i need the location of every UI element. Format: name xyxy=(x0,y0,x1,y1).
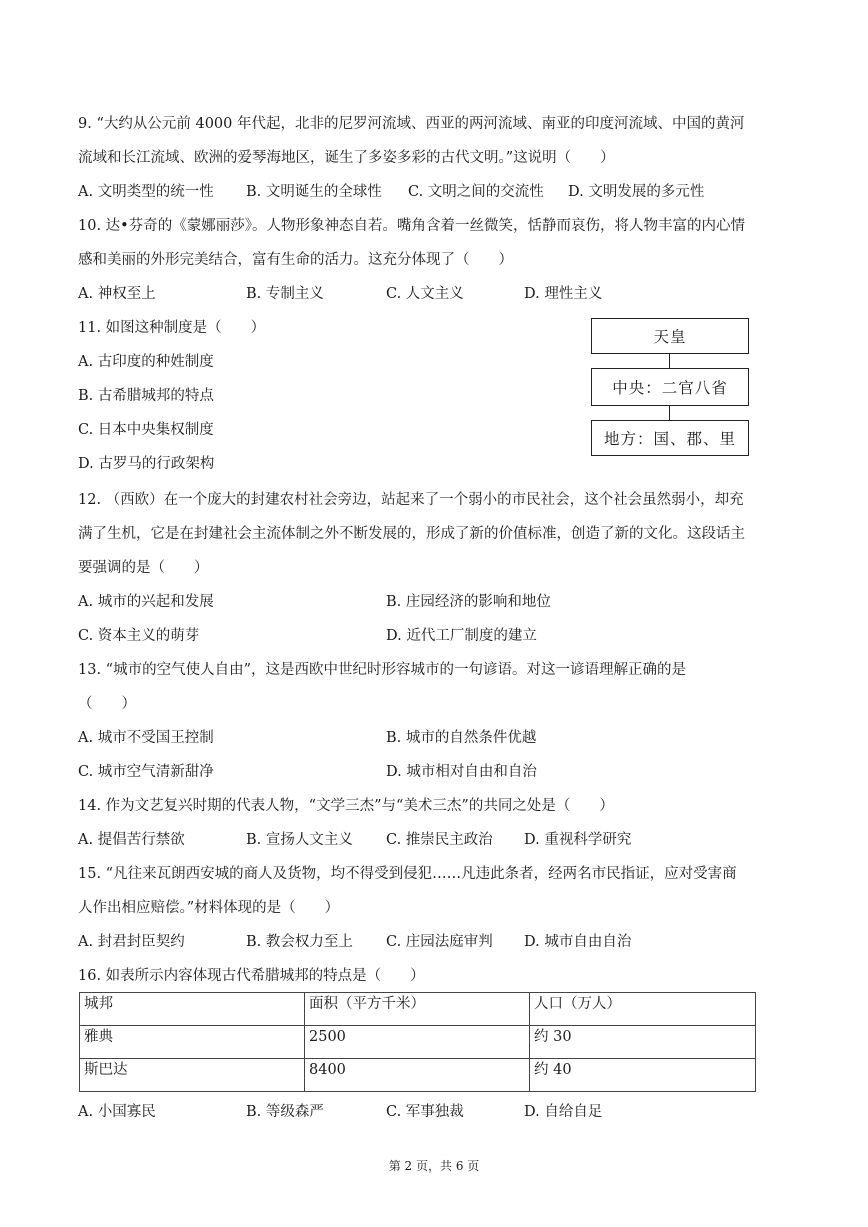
q15-option-c[interactable]: C. 庄园法庭审判 xyxy=(386,934,493,950)
q9-option-b[interactable]: B. 文明诞生的全球性 xyxy=(246,184,382,200)
q16-stem: 16. 如表所示内容体现古代希腊城邦的特点是（ ） xyxy=(78,968,425,984)
diagram-box-central: 中央：二官八省 xyxy=(591,368,749,406)
q10-option-b[interactable]: B. 专制主义 xyxy=(246,286,324,302)
q15-stem-line1: 15. “凡往来瓦朗西安城的商人及货物，均不得受到侵犯……凡违此条者，经两名市民指证，应对受害商 xyxy=(78,866,737,882)
q15-option-d[interactable]: D. 城市自由自治 xyxy=(524,934,632,950)
q11-option-b[interactable]: B. 古希腊城邦的特点 xyxy=(78,388,214,404)
q16-option-c[interactable]: C. 军事独裁 xyxy=(386,1104,464,1120)
q9-stem-line2: 流域和长江流域、欧洲的爱琴海地区，诞生了多姿多彩的古代文明。”这说明（ ） xyxy=(78,150,615,166)
q14-stem: 14. 作为文艺复兴时期的代表人物，“文学三杰”与“美术三杰”的共同之处是（ ） xyxy=(78,798,614,814)
q13-option-a[interactable]: A. 城市不受国王控制 xyxy=(78,730,214,746)
table-header-row xyxy=(80,993,756,1026)
q14-option-c[interactable]: C. 推崇民主政治 xyxy=(386,832,493,848)
q13-option-c[interactable]: C. 城市空气清新甜净 xyxy=(78,764,214,780)
q12-option-a[interactable]: A. 城市的兴起和发展 xyxy=(78,594,214,610)
table-cell: 雅典 xyxy=(80,1026,305,1059)
table-cell: 约 30 xyxy=(530,1026,756,1059)
page-footer: 第 2 页，共 6 页 xyxy=(388,1159,480,1173)
table-cell: 2500 xyxy=(305,1026,530,1059)
q9-stem-line1: 9. “大约从公元前 4000 年代起，北非的尼罗河流域、西亚的两河流域、南亚的印度河流域、中国的黄河 xyxy=(78,116,745,132)
q15-option-a[interactable]: A. 封君封臣契约 xyxy=(78,934,185,950)
q13-stem-line1: 13. “城市的空气使人自由”，这是西欧中世纪时形容城市的一句谚语。对这一谚语理解正确的是 xyxy=(78,662,686,678)
q10-stem-line2: 感和美丽的外形完美结合，富有生命的活力。这充分体现了（ ） xyxy=(78,252,513,268)
q12-stem-line2: 满了生机，它是在封建社会主流体制之外不断发展的，形成了新的价值标准，创造了新的文化。这段话主 xyxy=(78,526,745,542)
q11-option-a[interactable]: A. 古印度的种姓制度 xyxy=(78,354,214,370)
q12-option-d[interactable]: D. 近代工厂制度的建立 xyxy=(386,628,537,644)
diagram-connector-1 xyxy=(669,354,670,368)
table-cell: 约 40 xyxy=(530,1059,756,1092)
city-state-table xyxy=(79,992,756,1092)
q15-option-b[interactable]: B. 教会权力至上 xyxy=(246,934,353,950)
q9-option-a[interactable]: A. 文明类型的统一性 xyxy=(78,184,214,200)
q15-stem-line2: 人作出相应赔偿。”材料体现的是（ ） xyxy=(78,900,340,916)
table-header-cell: 城邦 xyxy=(80,993,305,1026)
q9-option-d[interactable]: D. 文明发展的多元性 xyxy=(568,184,705,200)
q16-option-d[interactable]: D. 自给自足 xyxy=(524,1104,603,1120)
q10-option-a[interactable]: A. 神权至上 xyxy=(78,286,156,302)
q16-option-b[interactable]: B. 等级森严 xyxy=(246,1104,324,1120)
table-row xyxy=(80,1059,756,1092)
q11-option-c[interactable]: C. 日本中央集权制度 xyxy=(78,422,214,438)
q14-option-d[interactable]: D. 重视科学研究 xyxy=(524,832,632,848)
q12-stem-line1: 12. （西欧）在一个庞大的封建农村社会旁边，站起来了一个弱小的市民社会，这个社会虽然弱小，却充 xyxy=(78,492,744,508)
diagram-connector-2 xyxy=(669,406,670,420)
diagram-box-local: 地方：国、郡、里 xyxy=(591,420,749,456)
q13-option-d[interactable]: D. 城市相对自由和自治 xyxy=(386,764,537,780)
q16-option-a[interactable]: A. 小国寡民 xyxy=(78,1104,156,1120)
q12-option-b[interactable]: B. 庄园经济的影响和地位 xyxy=(386,594,551,610)
q12-stem-line3: 要强调的是（ ） xyxy=(78,560,209,576)
q10-stem-line1: 10. 达•芬奇的《蒙娜丽莎》。人物形象神态自若。嘴角含着一丝微笑，恬静而哀伤，将人物丰富的内心情 xyxy=(78,218,745,234)
q14-option-b[interactable]: B. 宣扬人文主义 xyxy=(246,832,353,848)
q14-option-a[interactable]: A. 提倡苦行禁欲 xyxy=(78,832,185,848)
q12-option-c[interactable]: C. 资本主义的萌芽 xyxy=(78,628,200,644)
table-row xyxy=(80,1026,756,1059)
table-header-cell: 人口（万人） xyxy=(530,993,756,1026)
q10-option-d[interactable]: D. 理性主义 xyxy=(524,286,603,302)
q11-option-d[interactable]: D. 古罗马的行政架构 xyxy=(78,456,215,472)
q10-option-c[interactable]: C. 人文主义 xyxy=(386,286,464,302)
table-cell: 8400 xyxy=(305,1059,530,1092)
q13-option-b[interactable]: B. 城市的自然条件优越 xyxy=(386,730,537,746)
table-header-cell: 面积（平方千米） xyxy=(305,993,530,1026)
q13-stem-line2: （ ） xyxy=(78,696,136,712)
table-cell: 斯巴达 xyxy=(80,1059,305,1092)
q9-option-c[interactable]: C. 文明之间的交流性 xyxy=(408,184,544,200)
diagram-box-emperor: 天皇 xyxy=(591,318,749,354)
q11-stem: 11. 如图这种制度是（ ） xyxy=(78,320,266,336)
